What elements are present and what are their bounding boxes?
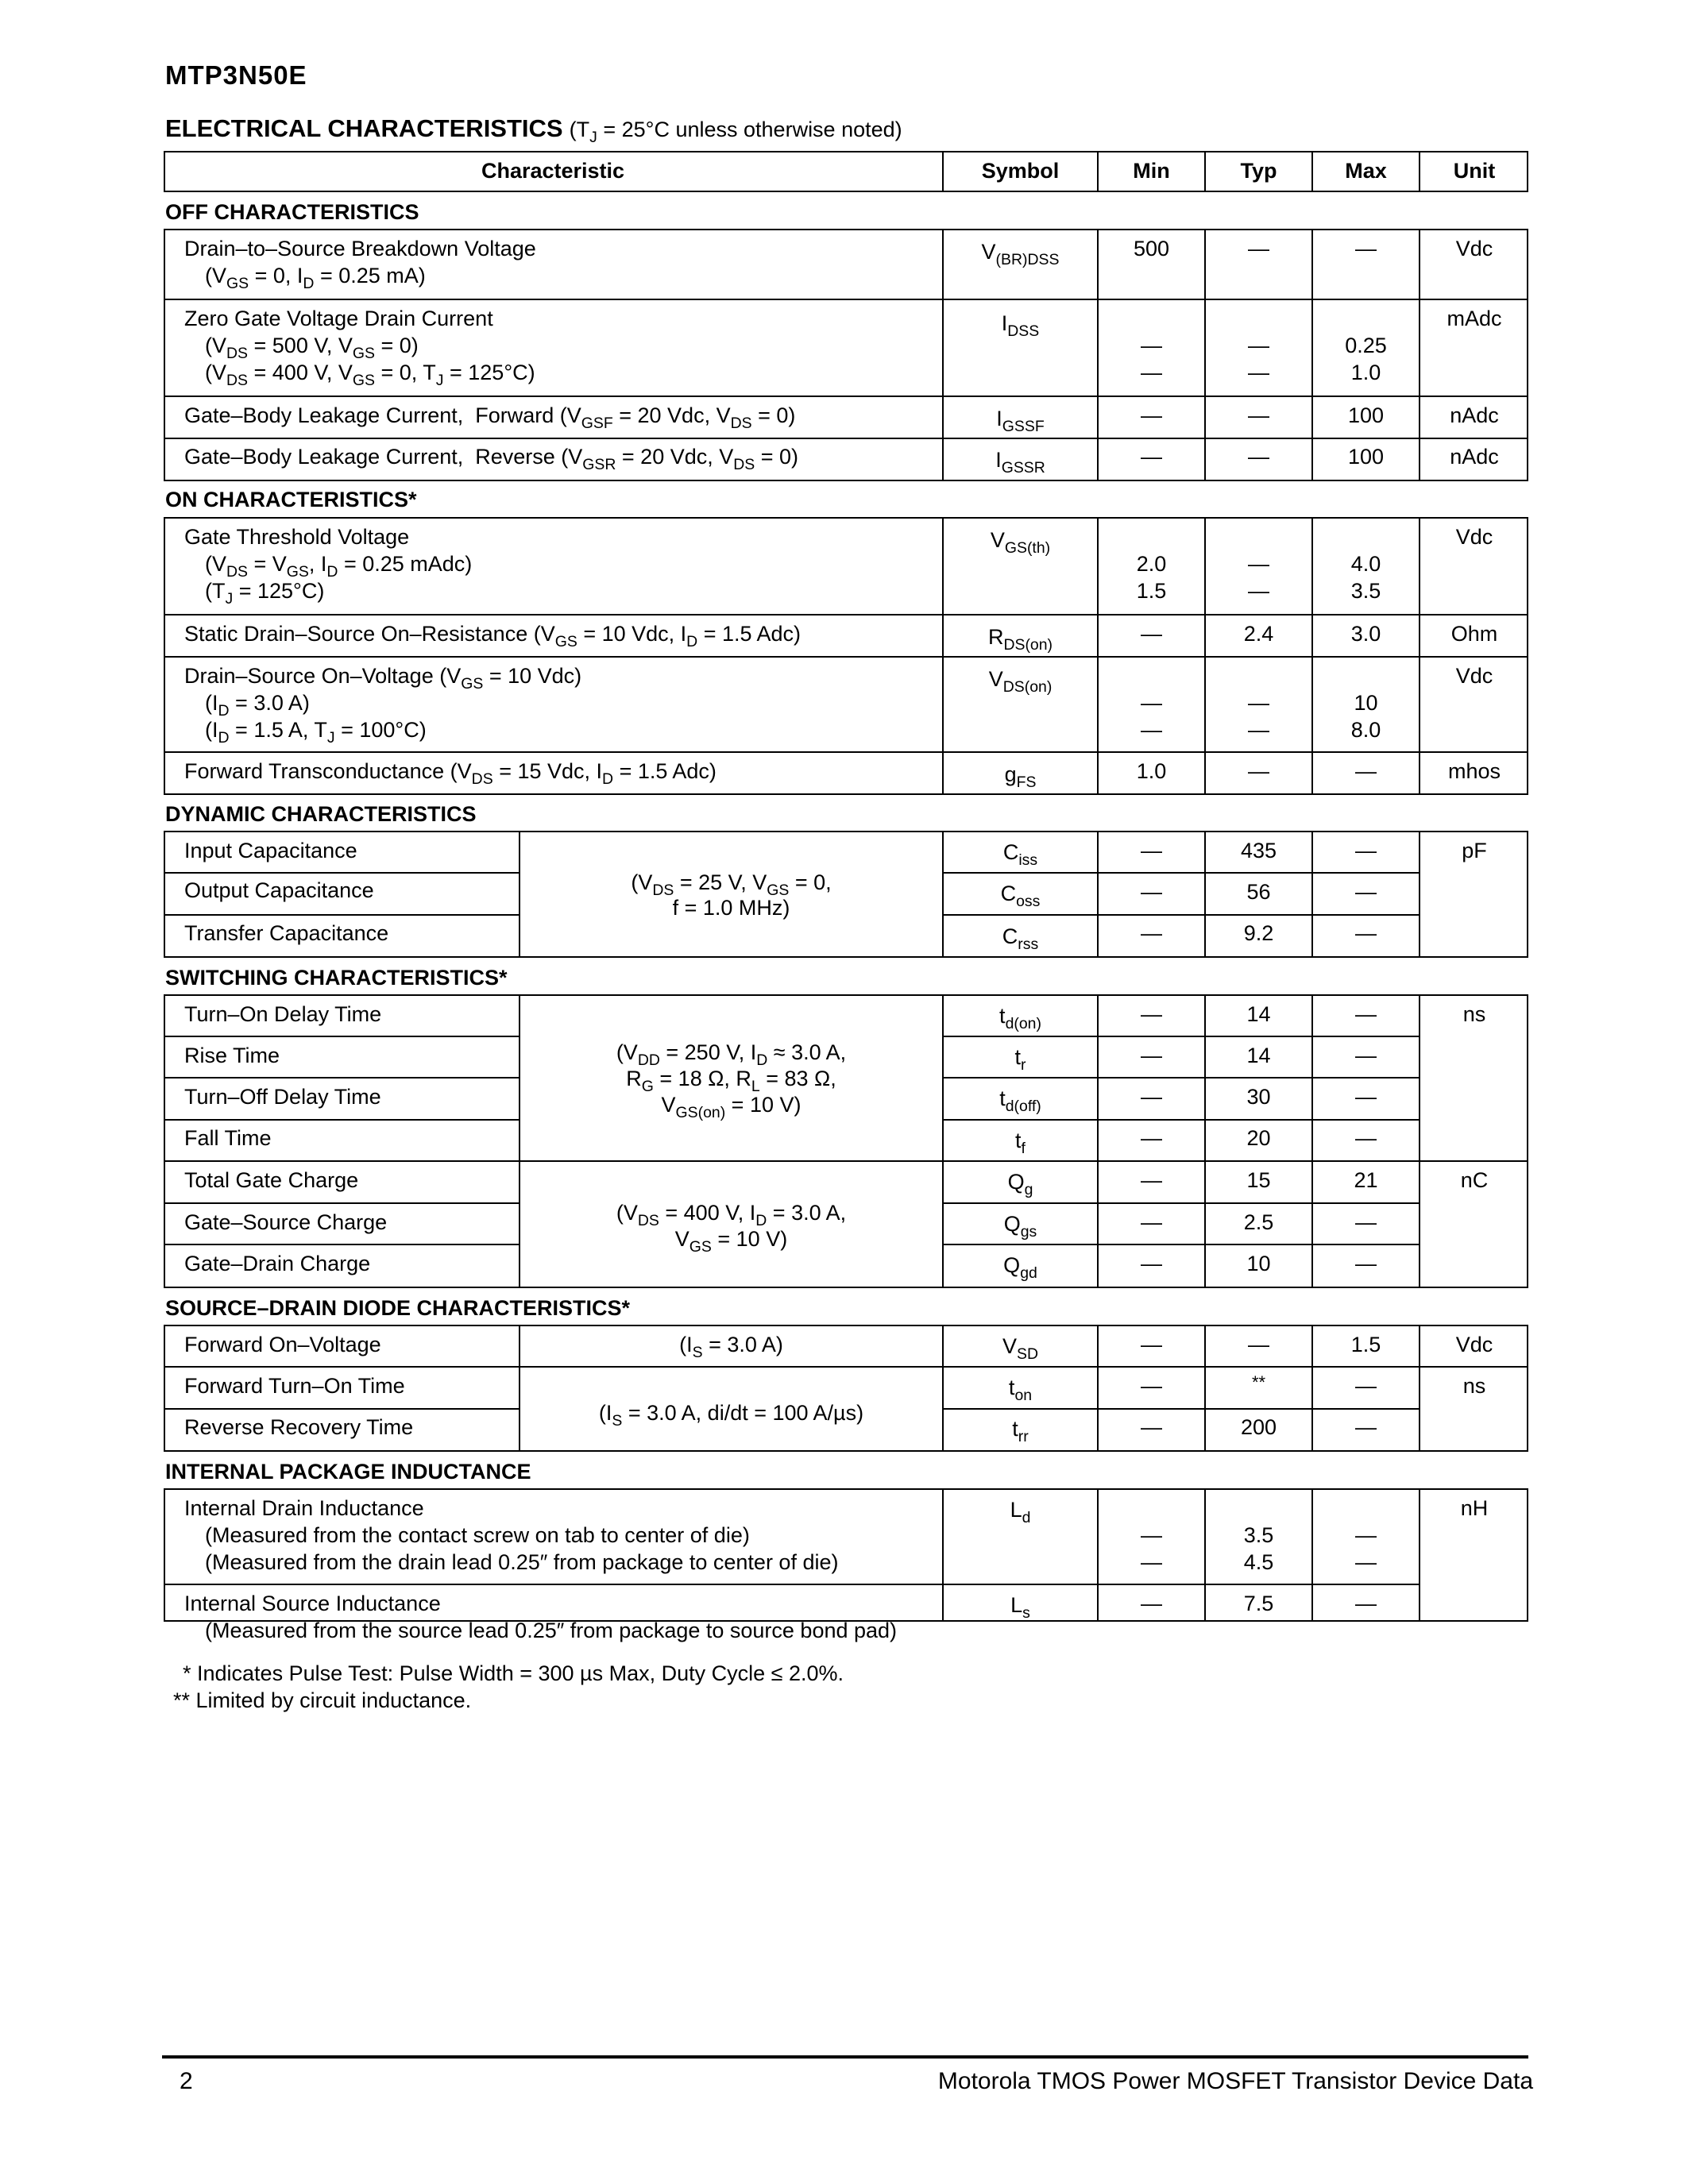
tdon-max: — <box>1355 1002 1377 1026</box>
ld-max2: — <box>1355 1550 1377 1574</box>
crss-max: — <box>1355 921 1377 945</box>
ls-symbol: $L_s$ <box>1010 1593 1030 1622</box>
section-switching: SWITCHING CHARACTERISTICS* <box>165 966 508 990</box>
rds-name: Static Drain–Source On–Resistance ($V_{GS} = 10$ Vdc, $I_D = 1.5$ Adc) <box>184 622 802 650</box>
qgd-symbol: $Q_{gd}$ <box>1003 1253 1037 1282</box>
ld-cond2: (Measured from the drain lead 0.25″ from package to center of die) <box>205 1550 839 1574</box>
tr-min: — <box>1141 1044 1162 1067</box>
qgs-symbol: $Q_{gs}$ <box>1003 1212 1037 1241</box>
qgd-min: — <box>1141 1252 1162 1275</box>
qg-min: — <box>1141 1168 1162 1192</box>
rds-max: 3.0 <box>1350 622 1381 646</box>
ld-symbol: $L_d$ <box>1010 1498 1031 1526</box>
trr-max: — <box>1355 1415 1377 1439</box>
igssf-unit: nAdc <box>1450 403 1499 427</box>
charge-cond2: $V_{GS} = 10$ V) <box>674 1227 788 1256</box>
inductance-unit: nH <box>1460 1496 1489 1520</box>
switching-cond2: $R_G = 18$ Ω, $R_L = 83$ Ω, <box>626 1067 836 1095</box>
vdson-name: Drain–Source On–Voltage ($V_{GS} = 10$ Vdc) <box>184 664 582 693</box>
bv-typ: — <box>1248 237 1269 260</box>
heading-title: ELECTRICAL CHARACTERISTICS <box>165 114 563 142</box>
tf-typ: 20 <box>1246 1126 1271 1150</box>
vdson-cond1: ($I_D = 3.0$ A) <box>205 691 310 720</box>
vth-min1: 2.0 <box>1136 552 1167 576</box>
publisher-line: Motorola TMOS Power MOSFET Transistor Device Data <box>937 2068 1533 2094</box>
ld-cond1: (Measured from the contact screw on tab to center of die) <box>205 1523 750 1547</box>
col-symbol: Symbol <box>981 159 1060 183</box>
ciss-min: — <box>1141 839 1162 862</box>
igssf-name: Gate–Body Leakage Current, Forward ($V_{GSF} = 20$ Vdc, $V_{DS} = 0$) <box>184 403 796 432</box>
section-heading <box>165 114 902 146</box>
footnote-circuit-inductance: ** Limited by circuit inductance. <box>173 1688 472 1712</box>
qg-max: 21 <box>1354 1168 1378 1192</box>
idss-typ1: — <box>1248 334 1269 357</box>
coss-min: — <box>1141 880 1162 904</box>
col-min: Min <box>1133 159 1170 183</box>
footer-rule <box>162 2055 1528 2059</box>
gfs-min: 1.0 <box>1136 759 1167 783</box>
idss-name: Zero Gate Voltage Drain Current <box>184 307 493 330</box>
section-diode: SOURCE–DRAIN DIODE CHARACTERISTICS* <box>165 1296 631 1320</box>
vsd-max: 1.5 <box>1350 1333 1381 1356</box>
idss-typ2: — <box>1248 361 1269 384</box>
vth-symbol: $V_{GS(th)}$ <box>990 528 1051 557</box>
idss-min2: — <box>1141 361 1162 384</box>
tdoff-max: — <box>1355 1085 1377 1109</box>
tr-name: Rise Time <box>184 1044 280 1067</box>
vsd-typ: — <box>1248 1333 1269 1356</box>
ton-symbol: $t_{on}$ <box>1008 1376 1033 1404</box>
idss-min1: — <box>1141 334 1162 357</box>
vdson-max2: 8.0 <box>1350 718 1381 742</box>
trr-typ: 200 <box>1240 1415 1277 1439</box>
bv-max: — <box>1355 237 1377 260</box>
ld-typ1: 3.5 <box>1243 1523 1274 1547</box>
charge-cond1: ($V_{DS} = 400$ V, $I_D = 3.0$ A, <box>616 1201 847 1229</box>
footnote-pulse-test: * Indicates Pulse Test: Pulse Width = 300 µs Max, Duty Cycle ≤ 2.0%. <box>183 1661 844 1685</box>
igssf-typ: — <box>1248 403 1269 427</box>
tdoff-name: Turn–Off Delay Time <box>184 1085 381 1109</box>
bv-symbol: $V_{(BR)DSS}$ <box>981 240 1060 268</box>
igssr-name: Gate–Body Leakage Current, Reverse ($V_{GSR} = 20$ Vdc, $V_{DS} = 0$) <box>184 445 799 473</box>
section-on: ON CHARACTERISTICS* <box>165 488 417 511</box>
tdon-typ: 14 <box>1246 1002 1271 1026</box>
vsd-unit: Vdc <box>1455 1333 1493 1356</box>
qg-symbol: $Q_g$ <box>1007 1170 1033 1198</box>
tr-typ: 14 <box>1246 1044 1271 1067</box>
ls-max: — <box>1355 1592 1377 1615</box>
idss-cond2: ($V_{DS} = 400$ V, $V_{GS} = 0$, $T_J = 125^\circ C$) <box>205 361 535 389</box>
ciss-typ: 435 <box>1240 839 1277 862</box>
page-number: 2 <box>180 2068 193 2094</box>
ton-unit: ns <box>1462 1374 1486 1398</box>
vsd-name: Forward On–Voltage <box>184 1333 381 1356</box>
col-characteristic: Characteristic <box>481 159 625 183</box>
coss-max: — <box>1355 880 1377 904</box>
vsd-min: — <box>1141 1333 1162 1356</box>
vth-typ1: — <box>1248 552 1269 576</box>
tr-symbol: $t_r$ <box>1014 1045 1026 1074</box>
bv-condition: ($V_{GS} = 0$, $I_D = 0.25$ mA) <box>205 264 426 292</box>
trr-symbol: $t_{rr}$ <box>1012 1417 1029 1445</box>
vth-cond1: ($V_{DS} = V_{GS}$, $I_D = 0.25$ mAdc) <box>205 552 473 581</box>
ls-name: Internal Source Inductance <box>184 1592 441 1615</box>
section-inductance: INTERNAL PACKAGE INDUCTANCE <box>165 1460 531 1484</box>
crss-min: — <box>1141 921 1162 945</box>
gfs-name: Forward Transconductance ($V_{DS} = 15$ Vdc, $I_D = 1.5$ Adc) <box>184 759 717 788</box>
gfs-unit: mhos <box>1447 759 1501 783</box>
switching-cond3: $V_{GS(on)} = 10$ V) <box>661 1093 802 1121</box>
col-typ: Typ <box>1240 159 1277 183</box>
igssr-typ: — <box>1248 445 1269 469</box>
idss-max1: 0.25 <box>1345 334 1387 357</box>
vth-name: Gate Threshold Voltage <box>184 525 410 549</box>
ciss-name: Input Capacitance <box>184 839 357 862</box>
switching-cond1: ($V_{DD} = 250$ V, $I_D \approx 3.0$ A, <box>616 1040 847 1069</box>
gfs-typ: — <box>1248 759 1269 783</box>
vth-min2: 1.5 <box>1136 579 1167 603</box>
idss-symbol: $I_{DSS}$ <box>1001 311 1040 340</box>
igssf-max: 100 <box>1347 403 1385 427</box>
vdson-typ1: — <box>1248 691 1269 715</box>
heading-condition: ($T_J = 25^\circ C$ unless otherwise noted) <box>569 118 902 146</box>
trr-min: — <box>1141 1415 1162 1439</box>
dynamic-cond1: ($V_{DS} = 25$ V, $V_{GS} = 0$, <box>631 870 832 899</box>
qgd-typ: 10 <box>1246 1252 1271 1275</box>
trr-name: Reverse Recovery Time <box>184 1415 414 1439</box>
ciss-max: — <box>1355 839 1377 862</box>
qg-typ: 15 <box>1246 1168 1271 1192</box>
vth-typ2: — <box>1248 579 1269 603</box>
ton-max: — <box>1355 1374 1377 1398</box>
tdoff-min: — <box>1141 1085 1162 1109</box>
gfs-symbol: $g_{FS}$ <box>1004 762 1037 791</box>
vdson-cond2: ($I_D = 1.5$ A, $T_J = 100^\circ C$) <box>205 718 427 747</box>
ton-cond: ($I_S = 3.0$ A, di/dt = 100 A/µs) <box>598 1401 864 1430</box>
tr-max: — <box>1355 1044 1377 1067</box>
igssf-symbol: $I_{GSSF}$ <box>996 407 1045 435</box>
crss-name: Transfer Capacitance <box>184 921 389 945</box>
qgd-name: Gate–Drain Charge <box>184 1252 371 1275</box>
tf-name: Fall Time <box>184 1126 272 1150</box>
vsd-cond: ($I_S = 3.0$ A) <box>679 1333 783 1361</box>
bv-min: 500 <box>1133 237 1170 260</box>
coss-symbol: $C_{oss}$ <box>1000 882 1041 910</box>
crss-symbol: $C_{rss}$ <box>1002 924 1039 953</box>
tf-min: — <box>1141 1126 1162 1150</box>
section-off: OFF CHARACTERISTICS <box>165 200 419 224</box>
igssr-unit: nAdc <box>1450 445 1499 469</box>
crss-typ: 9.2 <box>1243 921 1274 945</box>
coss-typ: 56 <box>1246 880 1271 904</box>
ld-max1: — <box>1355 1523 1377 1547</box>
rds-typ: 2.4 <box>1243 622 1274 646</box>
ton-name: Forward Turn–On Time <box>184 1374 405 1398</box>
tdon-min: — <box>1141 1002 1162 1026</box>
idss-cond1: ($V_{DS} = 500$ V, $V_{GS} = 0$) <box>205 334 419 362</box>
qgd-max: — <box>1355 1252 1377 1275</box>
bv-unit: Vdc <box>1455 237 1493 260</box>
ld-min2: — <box>1141 1550 1162 1574</box>
dynamic-cond2: f = 1.0 MHz) <box>672 896 790 920</box>
vdson-symbol: $V_{DS(on)}$ <box>988 667 1053 696</box>
rds-symbol: $R_{DS(on)}$ <box>987 625 1053 654</box>
tdoff-typ: 30 <box>1246 1085 1271 1109</box>
tdon-name: Turn–On Delay Time <box>184 1002 382 1026</box>
qgs-max: — <box>1355 1210 1377 1234</box>
vdson-typ2: — <box>1248 718 1269 742</box>
charge-unit: nC <box>1460 1168 1489 1192</box>
qgs-min: — <box>1141 1210 1162 1234</box>
col-max: Max <box>1345 159 1387 183</box>
ls-cond1: (Measured from the source lead 0.25″ from package to source bond pad) <box>205 1619 898 1642</box>
tdon-symbol: $t_{d(on)}$ <box>999 1004 1041 1032</box>
ls-min: — <box>1141 1592 1162 1615</box>
vsd-symbol: $V_{SD}$ <box>1002 1334 1039 1363</box>
idss-max2: 1.0 <box>1350 361 1381 384</box>
ton-min: — <box>1141 1374 1162 1398</box>
igssr-max: 100 <box>1347 445 1385 469</box>
tf-symbol: $t_f$ <box>1015 1129 1026 1157</box>
igssr-symbol: $I_{GSSR}$ <box>995 448 1045 477</box>
qg-name: Total Gate Charge <box>184 1168 359 1192</box>
idss-unit: mAdc <box>1447 307 1502 330</box>
vth-cond2: $(T_J = 125^\circ C)$ <box>205 579 325 608</box>
vth-max2: 3.5 <box>1350 579 1381 603</box>
tf-max: — <box>1355 1126 1377 1150</box>
coss-name: Output Capacitance <box>184 878 374 902</box>
vdson-min1: — <box>1141 691 1162 715</box>
ciss-symbol: $C_{iss}$ <box>1002 840 1038 869</box>
col-unit: Unit <box>1453 159 1496 183</box>
ld-min1: — <box>1141 1523 1162 1547</box>
igssr-min: — <box>1141 445 1162 469</box>
vdson-max1: 10 <box>1354 691 1378 715</box>
qgs-name: Gate–Source Charge <box>184 1210 388 1234</box>
document-title: MTP3N50E <box>165 60 307 90</box>
gfs-max: — <box>1355 759 1377 783</box>
ls-typ: 7.5 <box>1243 1592 1274 1615</box>
rds-unit: Ohm <box>1450 622 1498 646</box>
ld-typ2: 4.5 <box>1243 1550 1274 1574</box>
switching-unit: ns <box>1462 1002 1486 1026</box>
tdoff-symbol: $t_{d(off)}$ <box>999 1086 1041 1115</box>
vth-unit: Vdc <box>1455 525 1493 549</box>
vdson-unit: Vdc <box>1455 664 1493 688</box>
ld-name: Internal Drain Inductance <box>184 1496 424 1520</box>
section-dynamic: DYNAMIC CHARACTERISTICS <box>165 802 477 826</box>
dynamic-unit: pF <box>1462 839 1487 862</box>
bv-name: Drain–to–Source Breakdown Voltage <box>184 237 536 260</box>
igssf-min: — <box>1141 403 1162 427</box>
vth-max1: 4.0 <box>1350 552 1381 576</box>
ton-typ: ** <box>1251 1372 1266 1392</box>
vdson-min2: — <box>1141 718 1162 742</box>
qgs-typ: 2.5 <box>1243 1210 1274 1234</box>
rds-min: — <box>1141 622 1162 646</box>
